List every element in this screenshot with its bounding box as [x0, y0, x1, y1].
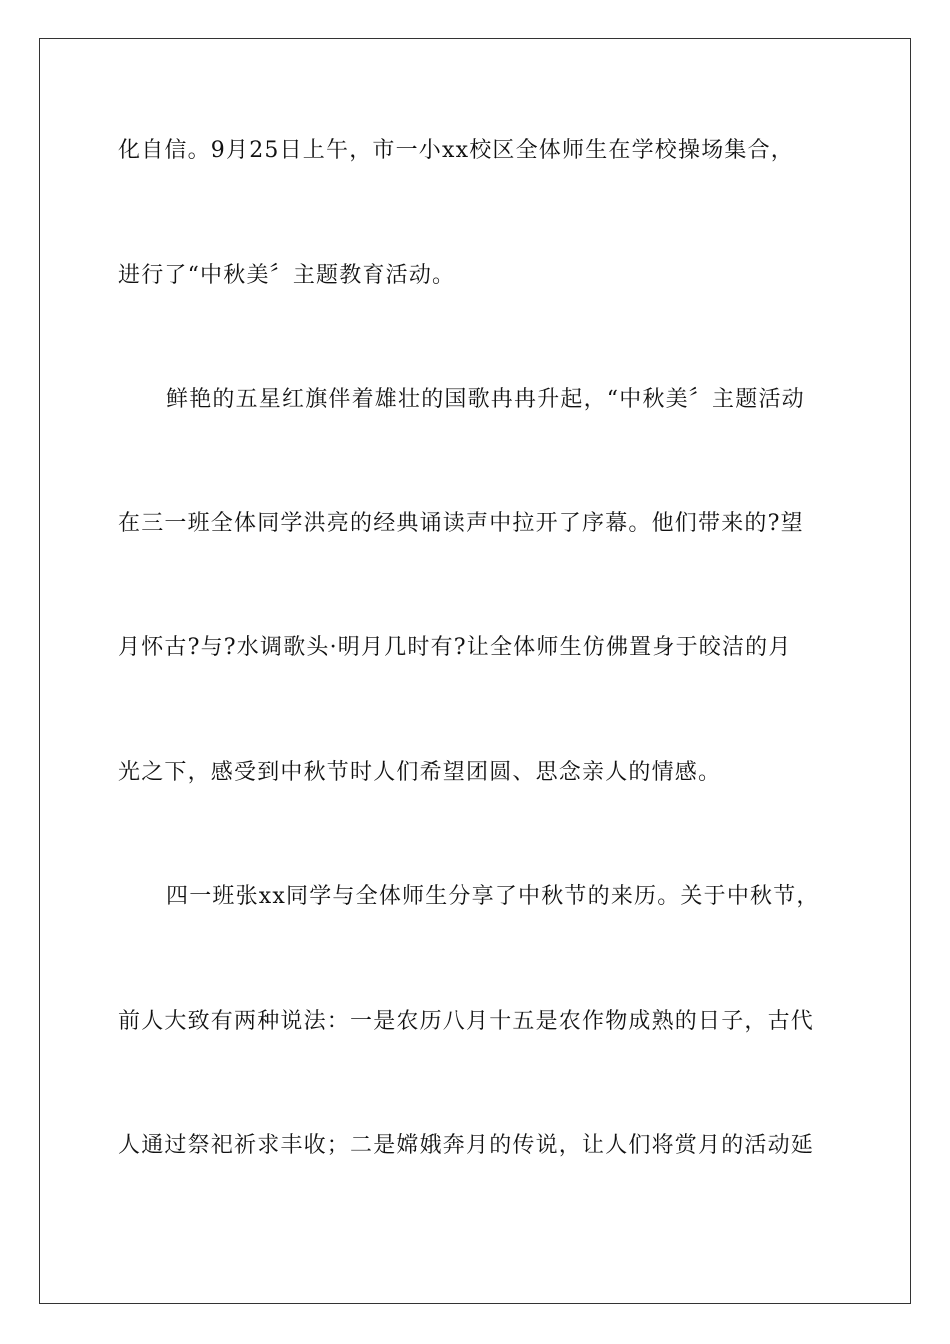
- text-line: 光之下，感受到中秋节时人们希望团圆、思念亲人的情感。: [118, 760, 722, 785]
- text-line: 月怀古?与?水调歌头·明月几时有?让全体师生仿佛置身于皎洁的月: [118, 635, 792, 660]
- text-line: 化自信。9月25日上午，市一小xx校区全体师生在学校操场集合，: [118, 138, 795, 163]
- text-line: 在三一班全体同学洪亮的经典诵读声中拉开了序幕。他们带来的?望: [118, 511, 804, 536]
- paragraph-start-line: 鲜艳的五星红旗伴着雄壮的国歌冉冉升起，“中秋美〞主题活动: [166, 387, 805, 412]
- page-border: [39, 38, 911, 1304]
- text-line: 进行了“中秋美〞主题教育活动。: [118, 263, 456, 288]
- text-line: 人通过祭祀祈求丰收；二是嫦娥奔月的传说，让人们将赏月的活动延: [118, 1133, 815, 1158]
- text-line: 前人大致有两种说法：一是农历八月十五是农作物成熟的日子，古代: [118, 1009, 815, 1034]
- paragraph-start-line: 四一班张xx同学与全体师生分享了中秋节的来历。关于中秋节，: [166, 884, 820, 909]
